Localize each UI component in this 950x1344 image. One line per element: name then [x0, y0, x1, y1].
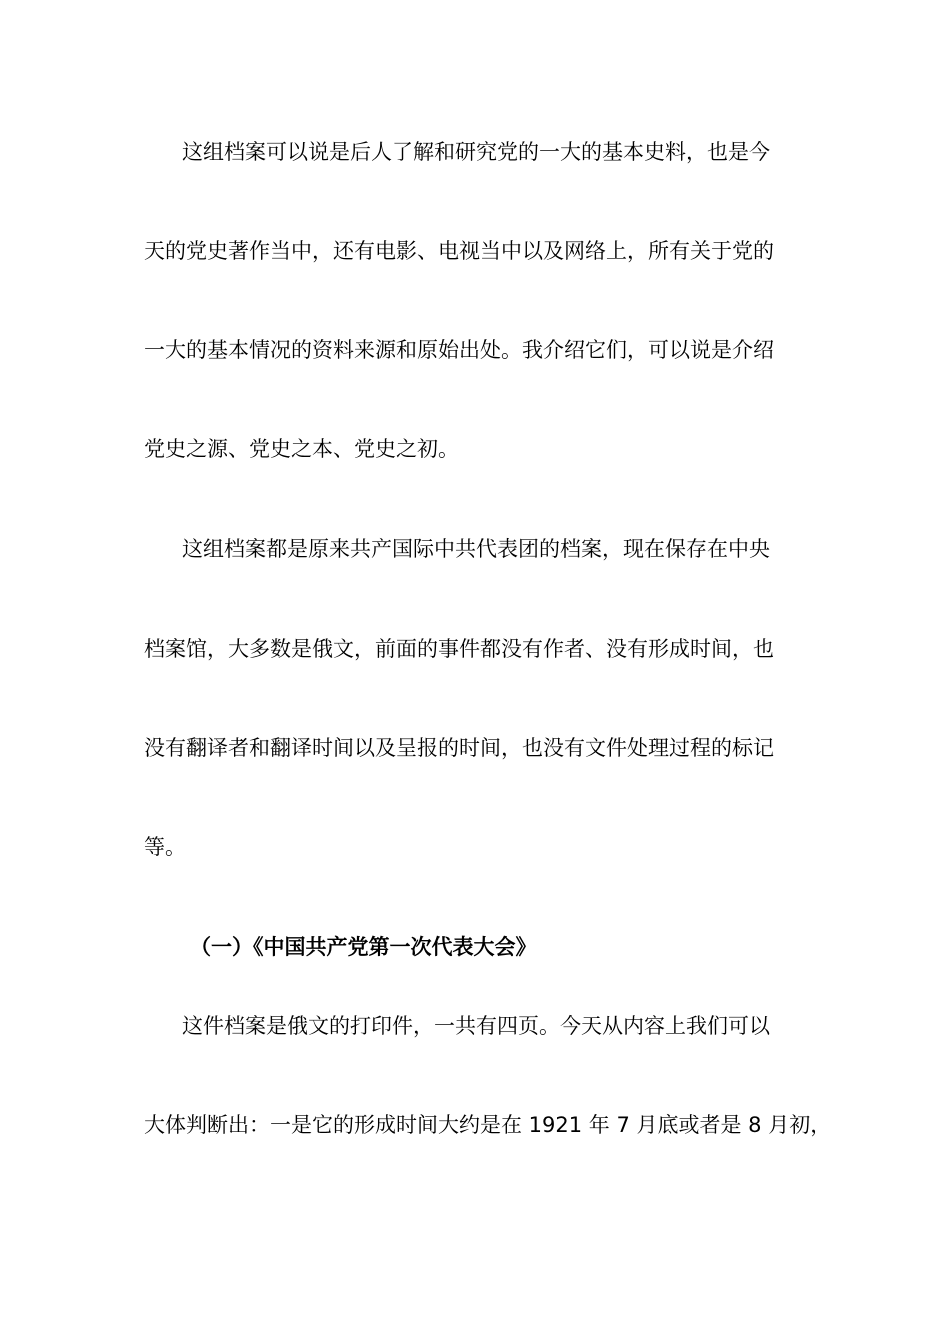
paragraph-1-line-3: 一大的基本情况的资料来源和原始出处。我介绍它们，可以说是介绍	[144, 338, 774, 362]
paragraph-2-line-4: 等。	[144, 835, 186, 859]
paragraph-3-line-2: 大体判断出：一是它的形成时间大约是在 1921 年 7 月底或者是 8 月初，	[144, 1113, 832, 1137]
section-heading: （一）《中国共产党第一次代表大会》	[190, 935, 537, 959]
paragraph-2-line-1: 这组档案都是原来共产国际中共代表团的档案，现在保存在中央	[182, 537, 770, 561]
paragraph-1-line-1: 这组档案可以说是后人了解和研究党的一大的基本史料，也是今	[182, 140, 770, 164]
paragraph-1-line-2: 天的党史著作当中，还有电影、电视当中以及网络上，所有关于党的	[144, 239, 774, 263]
paragraph-2-line-2: 档案馆，大多数是俄文，前面的事件都没有作者、没有形成时间，也	[144, 637, 774, 661]
paragraph-2-line-3: 没有翻译者和翻译时间以及呈报的时间，也没有文件处理过程的标记	[144, 736, 774, 760]
paragraph-1-line-4: 党史之源、党史之本、党史之初。	[144, 437, 459, 461]
paragraph-3-line-1: 这件档案是俄文的打印件，一共有四页。今天从内容上我们可以	[182, 1014, 770, 1038]
